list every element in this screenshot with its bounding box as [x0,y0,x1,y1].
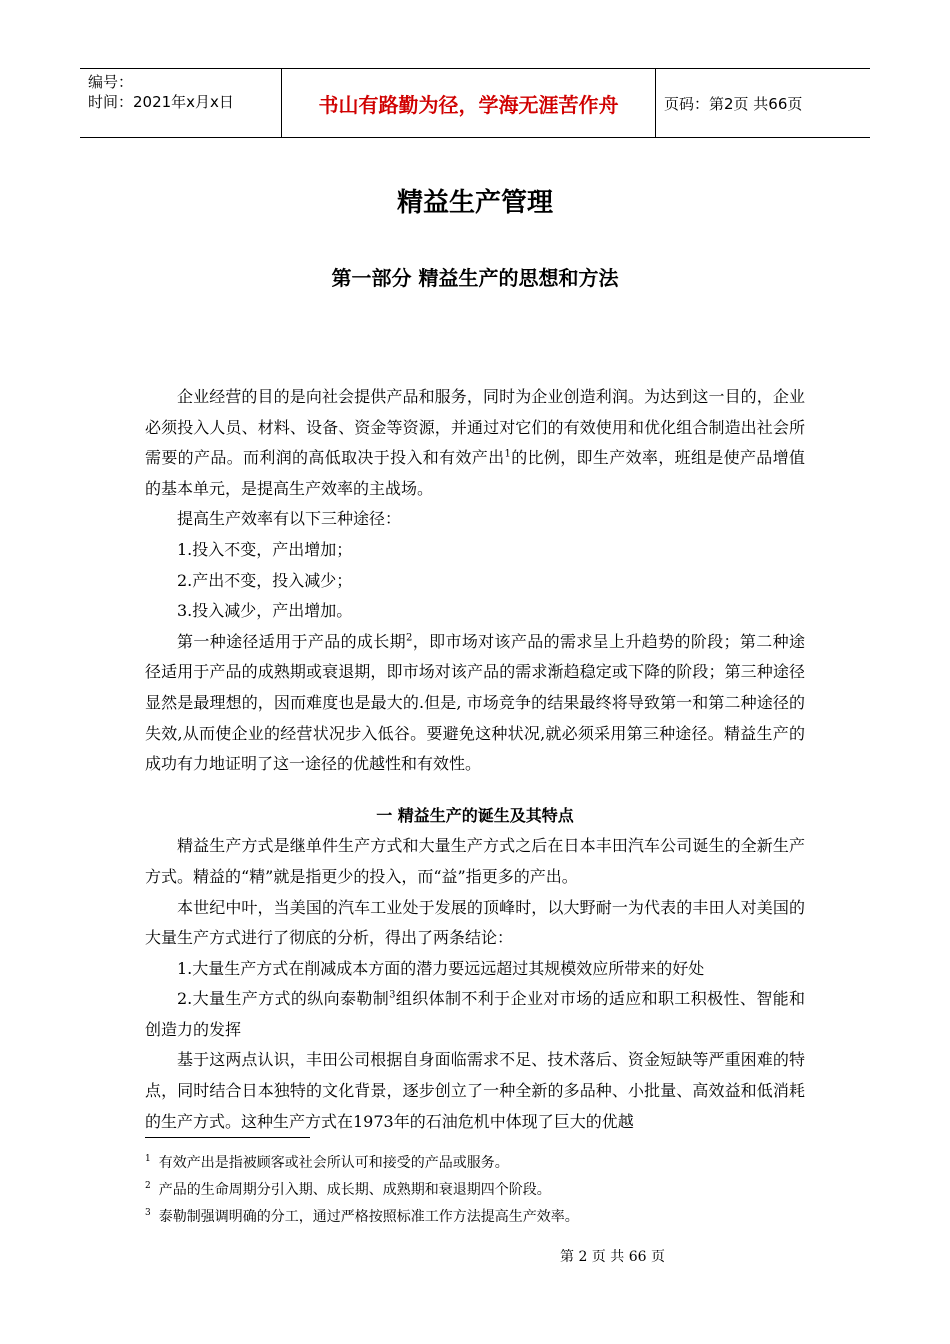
list-item-way-1: 1.投入不变，产出增加； [177,539,353,559]
conclusion-2: 2.大量生产方式的纵向泰勒制$^3$组织体制不利于企业对市场的适应和职工积极性、智能和创造力的发挥 [145,989,805,1039]
footnote-ref-3[interactable]: 3 [389,989,396,1001]
footnote-separator [145,1137,310,1138]
footnote-2: $^2$ 产品的生命周期分引入期、成长期、成熟期和衰退期四个阶段。 [145,1181,551,1198]
document-body [145,382,805,1137]
paragraph-ways-intro: 提高生产效率有以下三种途径： [177,509,402,529]
document-number-label: 编号： [88,73,134,91]
paragraph-lean-definition: 精益生产方式是继单件生产方式和大量生产方式之后在日本丰田汽车公司诞生的全新生产方式。精益的“精”就是指更少的投入，而“益”指更多的产出。 [145,836,805,886]
paragraph-ways-analysis: 第一种途径适用于产品的成长期$^2$，即市场对该产品的需求呈上升趋势的阶段；第二种途径适用于产品的成熟期或衰退期，即市场对该产品的需求渐趋稳定或下降的阶段；第三种途径显然是最理想的，因而难度也是最大的.但是, 市场竞争的结果最终将导致第一和第二种途径的失效,从而使企业的经营状况步入低谷。要避免这种状况,就必须采用第三种途径。精益生产的成功有力地证明了这一途径的优越性和有效性。 [145,631,805,774]
header-page-info: 页码：第2页 共66页 [664,94,803,113]
list-item-way-2: 2.产出不变，投入减少； [177,570,353,590]
footnotes [145,1150,805,1231]
footnote-1: $^1$ 有效产出是指被顾客或社会所认可和接受的产品或服务。 [145,1154,509,1171]
header-table [80,68,870,138]
document-date: 时间：2021年x月x日 [88,93,234,111]
footnote-3: $^3$ 泰勒制强调明确的分工，通过严格按照标准工作方法提高生产效率。 [145,1208,579,1225]
part-subtitle: 第一部分 精益生产的思想和方法 [331,266,619,290]
paragraph-intro: 企业经营的目的是向社会提供产品和服务，同时为企业创造利润。为达到这一目的，企业必须投入人员、材料、设备、资金等资源，并通过对它们的有效使用和优化组合制造出社会所需要的产品。而利润的高低取决于投入和有效产出$^1$的比例，即生产效率，班组是使产品增值的基本单元，是提高生产效率的主战场。 [145,387,805,498]
list-item-way-3: 3.投入减少，产出增加。 [177,601,353,621]
header-meta-cell [80,69,282,137]
document-title: 精益生产管理 [396,188,553,218]
header-motto: 书山有路勤为径，学海无涯苦作舟 [282,69,656,137]
paragraph-toyota-analysis: 本世纪中叶，当美国的汽车工业处于发展的顶峰时，以大野耐一为代表的丰田人对美国的大量生产方式进行了彻底的分析，得出了两条结论： [145,897,805,948]
paragraph-toyota-method: 基于这两点认识，丰田公司根据自身面临需求不足、技术落后、资金短缺等严重困难的特点，同时结合日本独特的文化背景，逐步创立了一种全新的多品种、小批量、高效益和低消耗的生产方式。这种生产方式在1973年的石油危机中体现了巨大的优越 [145,1050,805,1131]
conclusion-1: 1.大量生产方式在削减成本方面的潜力要远远超过其规模效应所带来的好处 [177,958,705,978]
section-heading-1: 一 精益生产的诞生及其特点 [376,805,574,825]
page-footer: 第 2 页 共 66 页 [560,1249,665,1265]
footnote-ref-1[interactable]: 1 [504,448,511,460]
footnote-ref-2[interactable]: 2 [406,632,413,644]
